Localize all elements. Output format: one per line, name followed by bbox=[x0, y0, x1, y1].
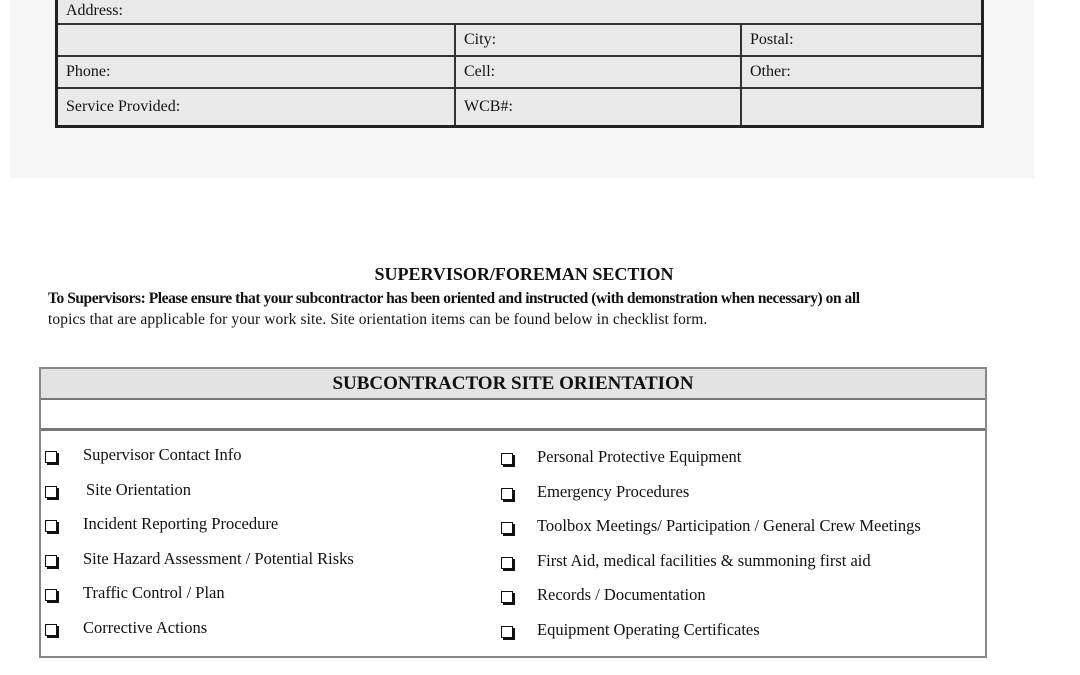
checkbox[interactable] bbox=[501, 488, 513, 500]
checkbox[interactable] bbox=[45, 451, 57, 463]
checkbox[interactable] bbox=[501, 557, 513, 569]
checklist-item-label: Supervisor Contact Info bbox=[83, 445, 242, 464]
postal-field[interactable] bbox=[741, 24, 983, 56]
supervisor-instructions bbox=[48, 288, 1008, 330]
cell-label: Cell: bbox=[464, 63, 496, 80]
table-row bbox=[57, 88, 983, 127]
postal-label: Postal: bbox=[750, 31, 794, 48]
contact-info-table bbox=[55, 0, 984, 128]
phone-label: Phone: bbox=[66, 63, 111, 80]
checklist-item-label: Site Hazard Assessment / Potential Risks bbox=[83, 548, 354, 568]
checklist-item-label: Equipment Operating Certificates bbox=[537, 620, 760, 639]
checklist-item-label: Toolbox Meetings/ Participation / General Crew Meetings bbox=[537, 516, 921, 536]
checkbox[interactable] bbox=[501, 591, 513, 603]
checklist-item-label: Site Orientation bbox=[86, 479, 191, 499]
checkbox[interactable] bbox=[45, 589, 57, 601]
orientation-title: SUBCONTRACTOR SITE ORIENTATION bbox=[41, 369, 985, 400]
checklist-item-label: Corrective Actions bbox=[83, 618, 208, 637]
city-label: City: bbox=[464, 31, 497, 48]
table-row bbox=[57, 24, 983, 56]
orientation-blank-row[interactable] bbox=[41, 400, 985, 431]
checkbox[interactable] bbox=[45, 520, 57, 532]
checkbox[interactable] bbox=[45, 486, 57, 498]
wcb-field[interactable] bbox=[455, 88, 741, 127]
instructions-line-1 bbox=[48, 288, 1008, 309]
other-field[interactable] bbox=[741, 56, 983, 88]
checkbox[interactable] bbox=[45, 555, 57, 567]
cell-field[interactable] bbox=[455, 56, 741, 88]
checkbox[interactable] bbox=[501, 626, 513, 638]
checkbox[interactable] bbox=[501, 453, 513, 465]
other-label: Other: bbox=[750, 63, 791, 80]
blank-field[interactable] bbox=[741, 88, 983, 127]
checkbox[interactable] bbox=[45, 624, 57, 636]
service-provided-field[interactable] bbox=[57, 88, 456, 127]
address-label: Address: bbox=[66, 2, 123, 19]
instructions-line-2: topics that are applicable for your work site. Site orientation items can be found below in checklist form. bbox=[48, 311, 708, 328]
checklist-item-label: Incident Reporting Procedure bbox=[83, 514, 279, 534]
wcb-label: WCB#: bbox=[464, 98, 513, 115]
city-field[interactable] bbox=[455, 24, 741, 56]
checklist-item-label: Records / Documentation bbox=[537, 585, 706, 605]
checklist-item-label: First Aid, medical facilities & summoning first aid bbox=[537, 550, 871, 570]
phone-field[interactable] bbox=[57, 56, 456, 88]
checkbox[interactable] bbox=[501, 522, 513, 534]
instructions-lead: To Supervisors bbox=[48, 290, 141, 307]
instructions-line-1-text: : Please ensure that your subcontractor has been oriented and instructed (with demonstration when necessary) on all bbox=[140, 290, 860, 307]
address-line-field[interactable] bbox=[57, 24, 456, 56]
service-provided-label: Service Provided: bbox=[66, 98, 181, 115]
orientation-checklist-box bbox=[39, 367, 987, 658]
checklist-item-label: Traffic Control / Plan bbox=[83, 583, 225, 603]
checklist-item-label: Emergency Procedures bbox=[537, 481, 690, 501]
table-row bbox=[57, 0, 983, 24]
table-row bbox=[57, 56, 983, 88]
checklist-item-label: Personal Protective Equipment bbox=[537, 447, 742, 466]
address-field[interactable] bbox=[57, 0, 983, 24]
section-title: SUPERVISOR/FOREMAN SECTION bbox=[374, 264, 674, 284]
